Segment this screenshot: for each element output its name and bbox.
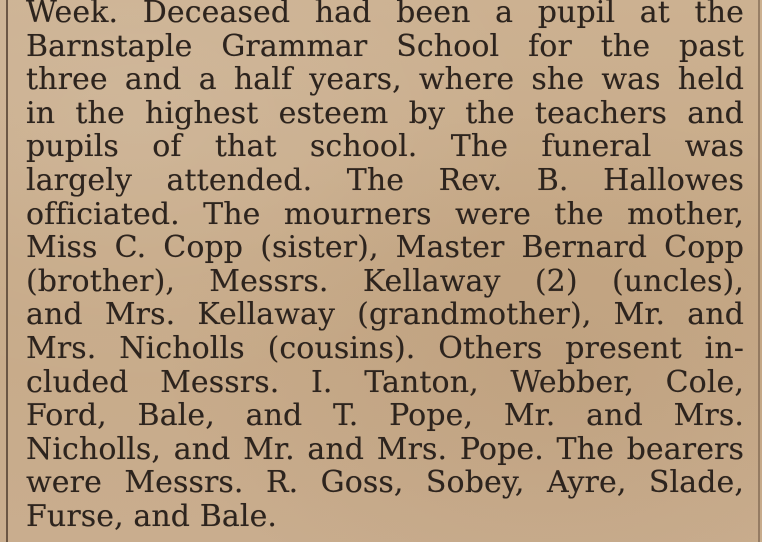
article-line: were Messrs. R. Goss, Sobey, Ayre, Slade, xyxy=(26,465,744,501)
article-line: largely attended. The Rev. B. Hallowes xyxy=(26,162,744,198)
article-line: officiated. The mourners were the mother, xyxy=(26,196,744,232)
article-line: pupils of that school. The funeral was xyxy=(26,129,744,165)
column-rule-left xyxy=(6,0,8,542)
article-line: Ford, Bale, and T. Pope, Mr. and Mrs. xyxy=(26,398,744,434)
column-rule-right xyxy=(758,0,760,542)
article-line: Mrs. Nicholls (cousins). Others present in- xyxy=(26,330,744,366)
article-line: three and a half years, where she was held xyxy=(26,62,744,98)
article-line: in the highest esteem by the teachers and xyxy=(26,95,744,131)
article-line: and Mrs. Kellaway (grandmother), Mr. and xyxy=(26,297,744,333)
article-line: Furse, and Bale. xyxy=(26,498,278,534)
article-line: Nicholls, and Mr. and Mrs. Pope. The bearers xyxy=(26,431,744,467)
article-line: Barnstaple Grammar School for the past xyxy=(26,28,744,64)
article-line: (brother), Messrs. Kellaway (2) (uncles), xyxy=(26,263,744,299)
article-line: Miss C. Copp (sister), Master Bernard Copp xyxy=(26,230,744,266)
article-line: cluded Messrs. I. Tanton, Webber, Cole, xyxy=(26,364,744,400)
article-text xyxy=(26,0,744,534)
article-line: Week. Deceased had been a pupil at the xyxy=(26,0,744,30)
